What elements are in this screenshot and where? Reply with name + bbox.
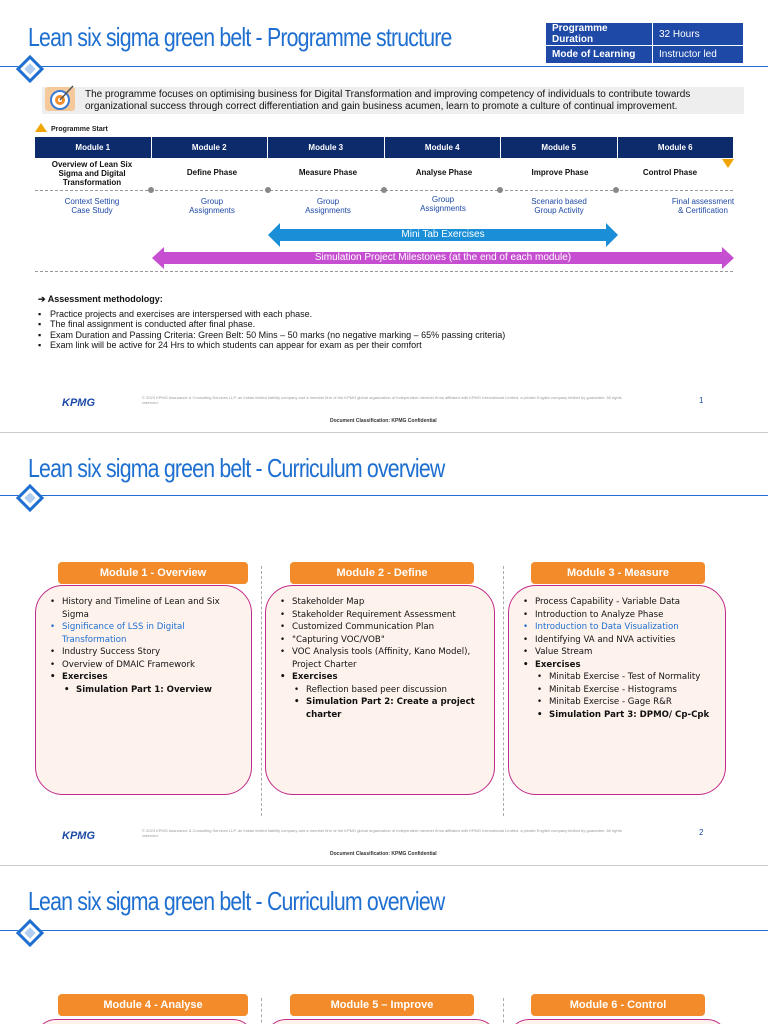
list-item: ▪ Exam Duration and Passing Criteria: Green Belt: 50 Mins – 50 marks (no negative marking – 65% passing criteria) [38,329,506,340]
list-item: ▪ Practice projects and exercises are interspersed with each phase. [38,308,313,319]
minitab-label: Mini Tab Exercises [401,229,485,240]
column-divider [503,998,504,1024]
list-item: ▪ The final assignment is conducted after final phase. [38,319,256,329]
end-triangle-icon [722,159,734,168]
module-card-header: Module 1 - Overview [58,562,248,584]
list-item: • Value Stream [535,646,717,659]
module-card-header: Module 6 - Control [531,994,705,1016]
module-header: Module 5 [501,137,618,158]
duration-key: Programme Duration [546,23,653,46]
table-row [546,23,744,46]
activity-label: Group Assignments [420,195,466,213]
slide-curriculum-2 [0,866,768,1024]
module-card [35,1019,254,1024]
diamond-icon [16,484,44,512]
classification-label: Document Classification: KPMG Confidential [330,851,437,857]
activity-label: Final assessment & Certification [671,197,735,215]
list-item: • Exercises [535,659,717,672]
module-bar [35,137,733,158]
list-item: • Overview of DMAIC Framework [62,659,243,672]
column-divider [261,998,262,1024]
list-item: • Simulation Part 2: Create a project charter [306,696,486,721]
programme-info-table [545,22,744,64]
list-item: • Reflection based peer discussion [306,684,486,697]
list-item: • Minitab Exercise - Gage R&R [549,696,717,709]
mode-value: Instructor led [653,46,744,64]
module-card-header: Module 3 - Measure [531,562,705,584]
page-number: 2 [699,828,704,837]
assessment-section [38,294,505,351]
page-number: 1 [699,396,704,405]
module-card [35,585,252,795]
duration-value: 32 Hours [653,23,744,46]
phase-label: Control Phase [642,168,698,177]
list-item: • Introduction to Data Visualization [535,621,717,634]
activity-label: Group Assignments [189,197,235,215]
assessment-heading-text: Assessment methodology [47,294,160,304]
list-item: • Exercises [292,671,486,684]
page-title: Lean six sigma green belt - Curriculum overview [28,886,445,916]
kpmg-logo: KPMG [62,830,95,842]
milestone-dot [497,187,503,193]
footer-fine-print: © 2023 KPMG Assurance & Consulting Services LLP, an Indian limited liability company and a member firm of the KPMG global organization of independent member firms affiliated with KPMG International Limited, a private English company limited by guarantee. All rights reserved. [142,395,622,405]
kpmg-logo: KPMG [62,397,95,409]
list-item: • Simulation Part 3: DPMO/ Cp-Cpk [549,709,717,722]
slide-programme-structure [0,0,768,432]
simulation-label: Simulation Project Milestones (at the end of each module) [314,252,572,263]
intro-text: The programme focuses on optimising business for Digital Transformation and improving competency of individuals to contribute towards organizational success through correct differentiation and gain business acumen, learn to promote a culture of continual improvement. [85,89,691,112]
list-item: • Process Capability - Variable Data [535,596,717,609]
list-item: • Stakeholder Map [292,596,486,609]
activity-label: Context Setting Case Study [64,197,120,215]
module-header: Module 6 [618,137,734,158]
page-title: Lean six sigma green belt - Programme structure [28,22,452,52]
module-header: Module 1 [35,137,152,158]
milestone-dot [265,187,271,193]
assessment-heading: ➔ Assessment methodology: [38,294,163,304]
column-divider [261,566,262,816]
list-item: • Simulation Part 1: Overview [76,684,243,697]
programme-start-label: Programme Start [51,126,108,133]
module-card-header: Module 4 - Analyse [58,994,248,1016]
table-row [546,46,744,64]
module-card [508,1019,728,1024]
list-item: • Identifying VA and NVA activities [535,634,717,647]
activity-label: Group Assignments [305,197,351,215]
list-item: • Minitab Exercise - Histograms [549,684,717,697]
milestone-dot [613,187,619,193]
title-rule [0,930,768,931]
module-card-header: Module 2 - Define [290,562,474,584]
list-item: • Stakeholder Requirement Assessment [292,609,486,622]
list-item: • Exercises [62,671,243,684]
list-item: • "Capturing VOC/VOB" [292,634,486,647]
title-rule [0,66,768,67]
phase-label: Overview of Lean Six Sigma and Digital Transformation [51,160,133,187]
module-card-header: Module 5 – Improve [290,994,474,1016]
target-icon [43,83,77,113]
column-divider [503,566,504,816]
milestone-dot [148,187,154,193]
list-item: • Industry Success Story [62,646,243,659]
phase-label: Measure Phase [298,168,358,177]
list-item: • VOC Analysis tools (Affinity, Kano Model), Project Charter [292,646,486,671]
classification-label: Document Classification: KPMG Confidential [330,418,437,424]
module-card [508,585,726,795]
module-header: Module 2 [152,137,269,158]
timeline-dashed-line-bottom [35,271,733,272]
title-rule [0,495,768,496]
list-item: ▪ Exam link will be active for 24 Hrs to which students can appear for exam as per their comfort [38,340,422,350]
module-header: Module 4 [385,137,502,158]
start-triangle-icon [35,123,47,132]
list-item: • Customized Communication Plan [292,621,486,634]
footer-fine-print: © 2023 KPMG Assurance & Consulting Services LLP, an Indian limited liability company and a member firm of the KPMG global organization of independent member firms affiliated with KPMG International Limited, a private English company limited by guarantee. All rights reserved. [142,828,622,838]
list-item: • History and Timeline of Lean and Six Sigma [62,596,243,621]
phase-label: Analyse Phase [415,168,473,177]
page-title: Lean six sigma green belt - Curriculum overview [28,453,445,483]
activity-label: Scenario based Group Activity [531,197,587,215]
diamond-icon [16,55,44,83]
milestone-dot [381,187,387,193]
module-card [265,585,495,795]
phase-label: Define Phase [186,168,238,177]
list-item: • Introduction to Analyze Phase [535,609,717,622]
slide-curriculum-1 [0,433,768,865]
list-item: • Significance of LSS in Digital Transformation [62,621,243,646]
arrow-icon: ➔ [38,294,48,304]
module-header: Module 3 [268,137,385,158]
diamond-icon [16,919,44,947]
list-item: • Minitab Exercise - Test of Normality [549,671,717,684]
module-card [265,1019,497,1024]
mode-key: Mode of Learning [546,46,653,64]
phase-label: Improve Phase [531,168,589,177]
